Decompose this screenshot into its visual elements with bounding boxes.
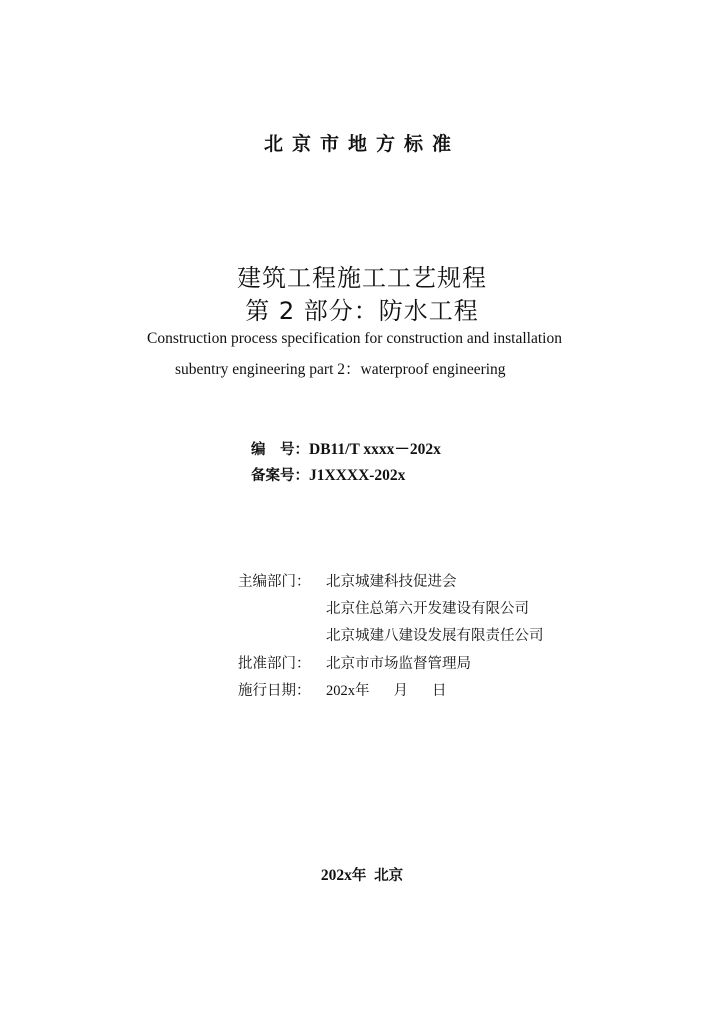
- filing-number-label: 备案号：: [251, 468, 309, 484]
- effective-date-row: [238, 679, 447, 700]
- effective-day-char: 日: [432, 683, 447, 699]
- chief-editor-label: 主编部门：: [238, 574, 311, 590]
- standard-number-value: DB11/T xxxx－202x: [309, 441, 441, 458]
- title-chinese-line1: 建筑工程施工工艺规程: [237, 264, 487, 292]
- footer-year-char: 年: [351, 868, 367, 884]
- chief-editor-row: [238, 570, 457, 591]
- footer-city: 北京: [374, 868, 404, 884]
- effective-year: 202x: [326, 683, 355, 699]
- effective-month-char: 月: [393, 683, 408, 699]
- chief-editor-org-1: 北京城建科技促进会: [326, 574, 457, 590]
- chief-editor-org-3: 北京城建八建设发展有限责任公司: [326, 628, 544, 644]
- filing-number: [251, 464, 405, 485]
- title-chinese-line2: 第 2 部分：防水工程: [245, 297, 479, 325]
- standard-type-header: 北京市地方标准: [263, 133, 460, 155]
- title-english-line2: subentry engineering part 2：waterproof engineering: [175, 361, 506, 378]
- footer-publication: [0, 864, 724, 885]
- effective-date-label: 施行日期：: [238, 683, 311, 699]
- standard-number-label: 编 号：: [251, 442, 309, 458]
- approver-org: 北京市市场监督管理局: [326, 656, 471, 672]
- effective-year-char: 年: [355, 683, 370, 699]
- title-english-line1: Construction process specification for construction and installation: [147, 330, 562, 347]
- chief-editor-org-2: 北京住总第六开发建设有限公司: [326, 601, 529, 617]
- standard-number: [251, 437, 441, 459]
- filing-number-value: J1XXXX-202x: [309, 467, 406, 484]
- approver-row: [238, 652, 471, 673]
- footer-year: 202x: [320, 867, 352, 884]
- approver-label: 批准部门：: [238, 656, 311, 672]
